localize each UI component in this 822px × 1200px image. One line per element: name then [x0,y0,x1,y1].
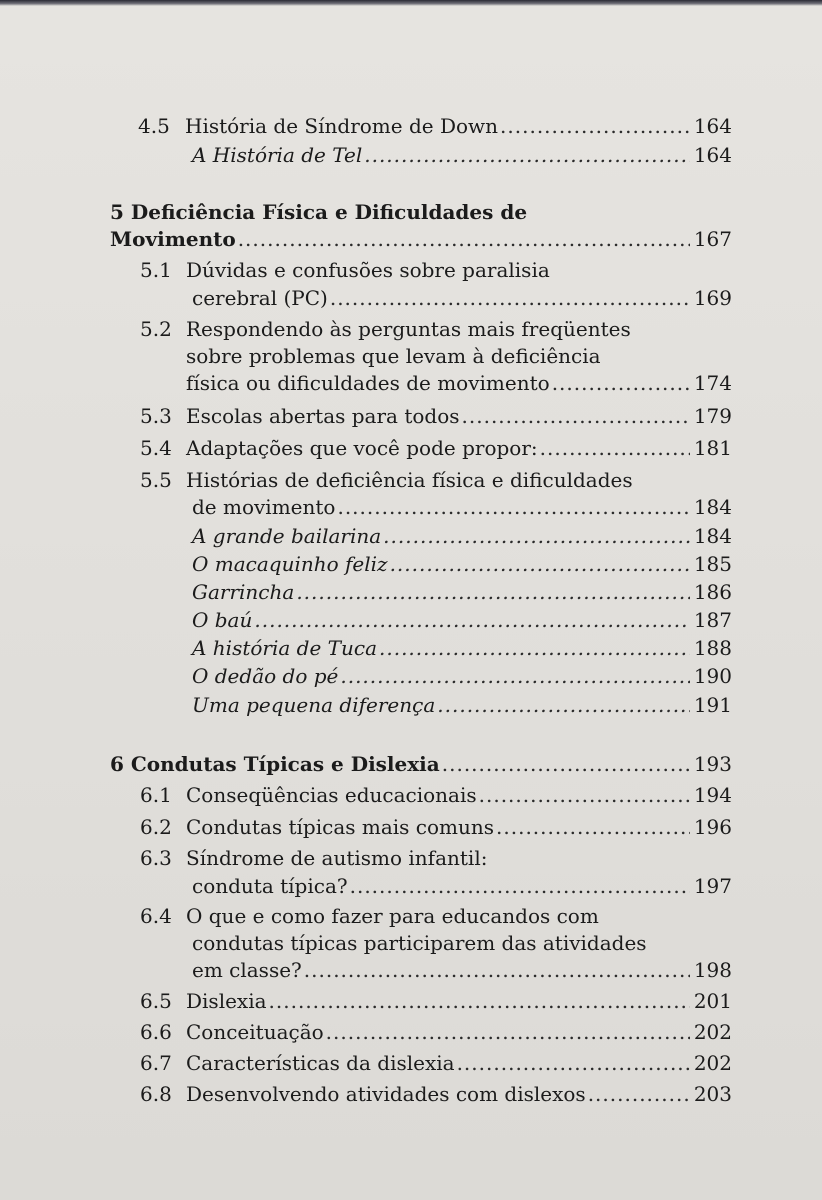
section-title: Características da dislexia [186,1051,455,1075]
section-title-line-2: condutas típicas participarem das atividades [192,931,647,955]
page-number: 167 [693,227,732,251]
story-title: A história de Tuca [192,636,377,660]
page-number: 181 [693,436,732,460]
dot-leader [390,550,690,578]
toc-line [186,369,732,397]
section-title: Conceituação [186,1020,324,1044]
page-number: 186 [693,580,732,604]
page-number: 164 [693,143,732,167]
toc-line [185,112,732,140]
dot-leader [552,369,690,397]
section-title: Desenvolvendo atividades com dislexos [186,1082,586,1106]
page-number: 191 [693,693,732,717]
page-number: 164 [693,114,732,138]
toc-line [192,141,732,169]
story-title: A História de Tel [192,143,363,167]
page-number: 193 [693,752,732,776]
dot-leader [304,956,690,984]
dot-leader [326,1018,690,1046]
dot-leader [254,606,689,634]
dot-leader [337,493,689,521]
page-number: 197 [693,874,732,898]
toc-line [186,1080,732,1108]
section-title-line-2: sobre problemas que levam à deficiência [186,344,601,368]
toc-line [192,872,732,900]
section-title: Condutas típicas mais comuns [186,815,495,839]
page-number: 203 [693,1082,732,1106]
section-title: História de Síndrome de Down [185,114,499,138]
toc-line [192,634,732,662]
section-number: 6.5 [140,989,172,1013]
section-number: 5.5 [140,468,172,492]
page-number: 179 [693,404,732,428]
section-number: 4.5 [138,114,170,138]
page-number: 184 [693,495,732,519]
toc-line [192,550,732,578]
section-title-line-2: conduta típica? [192,874,348,898]
story-title: Garrincha [192,580,295,604]
section-title: Adaptações que você pode propor: [186,436,538,460]
story-title: O macaquinho feliz [192,552,388,576]
section-number: 6.7 [140,1051,172,1075]
dot-leader [364,141,690,169]
story-title: A grande bailarina [192,524,382,548]
page-number: 169 [693,286,732,310]
page-number: 202 [693,1051,732,1075]
section-number: 6.1 [140,783,172,807]
page-top-edge [0,0,822,6]
page-number: 202 [693,1020,732,1044]
toc-line [110,750,732,778]
dot-leader [588,1080,690,1108]
section-number: 5.1 [140,258,172,282]
dot-leader [350,872,690,900]
toc-line [186,781,732,809]
dot-leader [379,634,690,662]
toc-line [186,813,732,841]
dot-leader [500,112,690,140]
page-number: 184 [693,524,732,548]
section-number: 6.8 [140,1082,172,1106]
section-number: 5.2 [140,317,172,341]
section-number: 6.2 [140,815,172,839]
toc-line [192,493,732,521]
section-title-line-3: física ou dificuldades de movimento [186,371,550,395]
section-title-line-1: O que e como fazer para educandos com [186,904,599,928]
dot-leader [479,781,690,809]
story-title: Uma pequena diferença [192,693,436,717]
section-number: 5.4 [140,436,172,460]
section-title-line-2: de movimento [192,495,336,519]
section-title-line-1: Respondendo às perguntas mais freqüentes [186,317,631,341]
dot-leader [540,434,690,462]
section-title-line-3: em classe? [192,958,302,982]
toc-line [192,284,732,312]
page-number: 187 [693,608,732,632]
toc-line [186,434,732,462]
page-number: 198 [693,958,732,982]
dot-leader [269,987,690,1015]
chapter-title: 6 Condutas Típicas e Dislexia [110,752,440,776]
toc-line [192,606,732,634]
chapter-title-line-1: 5 Deficiência Física e Dificuldades de [110,200,528,224]
page-number: 185 [693,552,732,576]
dot-leader [330,284,690,312]
story-title: O baú [192,608,253,632]
section-title-line-1: Dúvidas e confusões sobre paralisia [186,258,550,282]
dot-leader [462,402,690,430]
toc-line [186,402,732,430]
page-number: 196 [693,815,732,839]
section-number: 5.3 [140,404,172,428]
page-number: 194 [693,783,732,807]
dot-leader [340,662,689,690]
dot-leader [457,1049,690,1077]
toc-line [192,662,732,690]
toc-line [192,691,732,719]
page-number: 188 [693,636,732,660]
section-number: 6.3 [140,846,172,870]
dot-leader [296,578,690,606]
section-title: Conseqüências educacionais [186,783,477,807]
section-title-line-1: Histórias de deficiência física e dificuldades [186,468,633,492]
story-title: O dedão do pé [192,664,339,688]
page-number: 190 [693,664,732,688]
dot-leader [437,691,690,719]
dot-leader [238,225,690,253]
toc-line [110,225,732,253]
section-number: 6.6 [140,1020,172,1044]
toc-line [186,987,732,1015]
dot-leader [496,813,690,841]
toc-line [192,522,732,550]
toc-line [186,1018,732,1046]
toc-line [192,956,732,984]
chapter-title-line-2: Movimento [110,227,236,251]
dot-leader [442,750,690,778]
section-number: 6.4 [140,904,172,928]
section-title: Dislexia [186,989,267,1013]
page-number: 201 [693,989,732,1013]
section-title-line-1: Síndrome de autismo infantil: [186,846,488,870]
page-number: 174 [693,371,732,395]
dot-leader [383,522,690,550]
toc-line [186,1049,732,1077]
section-title-line-2: cerebral (PC) [192,286,328,310]
toc-line [192,578,732,606]
section-title: Escolas abertas para todos [186,404,460,428]
